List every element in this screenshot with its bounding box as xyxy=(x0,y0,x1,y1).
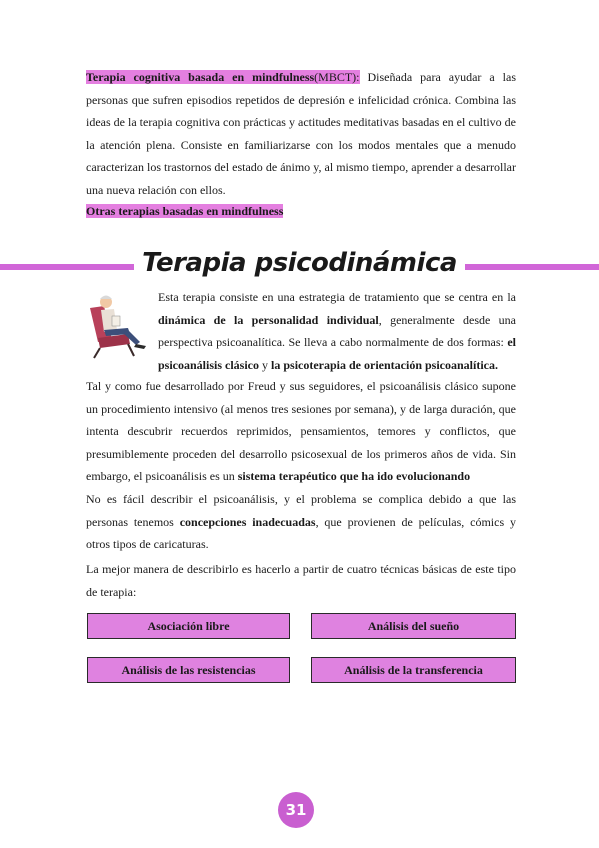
misconceptions-text-2: , que provienen de películas, cómics y otros tipos de caricaturas. xyxy=(86,514,516,551)
intro-paragraph xyxy=(158,286,516,376)
page-number: 31 xyxy=(278,792,314,828)
techniques-intro-paragraph xyxy=(86,558,516,603)
transference-analysis-button[interactable]: Análisis de la transferencia xyxy=(311,657,516,683)
mbct-abbr[interactable]: (MBCT): xyxy=(314,70,360,84)
intro-bold-2: el psicoanálisis clásico xyxy=(158,335,516,372)
techniques-intro-text: La mejor manera de describirlo es hacerlo a partir de cuatro técnicas básicas de este tipo de terapia: xyxy=(86,562,516,599)
freud-paragraph xyxy=(86,375,516,488)
other-therapies-paragraph xyxy=(86,200,516,223)
free-association-button[interactable]: Asociación libre xyxy=(87,613,290,639)
freud-text: Tal y como fue desarrollado por Freud y sus seguidores, el psicoanálisis clásico supone un procedimiento intensivo (al menos tres sesiones por semana), y de larga duración, que intenta descubrir recuerdos reprimidos, pensamientos, temores y conflictos, que presumiblemente proceden del desarrollo psicosexual de los primeros años de vida. Sin embargo, el psicoanálisis es un xyxy=(86,379,516,483)
intro-bold-3: la psicoterapia de orientación psicoanalítica. xyxy=(271,357,499,372)
other-therapies-link[interactable]: Otras terapias basadas en mindfulness xyxy=(86,204,284,218)
mbct-paragraph xyxy=(86,66,516,201)
intro-text-3: y xyxy=(259,357,272,372)
mbct-term[interactable]: Terapia cognitiva basada en mindfulness xyxy=(86,70,315,84)
mbct-text: Diseñada para ayudar a las personas que sufren episodios repetidos de depresión e infelicidad crónica. Combina las ideas de la terapia cognitiva con prácticas y actitudes meditativas basadas en el cultivo de la atención plena. Consiste en familiarizarse con los modos mentales que a menudo caracterizan los trastornos del estado de ánimo y, al mismo tiempo, aprender a desarrollar una nueva relación con ellos. xyxy=(86,70,516,197)
misconceptions-paragraph xyxy=(86,488,516,556)
intro-text-1: Esta terapia consiste en una estrategia de tratamiento que se centra en la xyxy=(158,290,516,304)
resistance-analysis-button[interactable]: Análisis de las resistencias xyxy=(87,657,290,683)
section-title-text: Terapia psicodinámica xyxy=(134,248,465,278)
freud-bold: sistema terapéutico que ha ido evolucionando xyxy=(237,469,471,483)
dream-analysis-button[interactable]: Análisis del sueño xyxy=(311,613,516,639)
intro-text-2: , generalmente desde una perspectiva psicoanalítica. Se lleva a cabo normalmente de dos formas: xyxy=(158,312,517,349)
intro-bold-1: dinámica de la personalidad individual xyxy=(158,312,379,327)
therapist-chair-illustration xyxy=(84,290,150,360)
section-title xyxy=(0,248,599,278)
misconceptions-text-1: No es fácil describir el psicoanálisis, y el problema se complica debido a que las personas tenemos xyxy=(86,492,516,529)
misconceptions-bold: concepciones inadecuadas xyxy=(179,514,316,529)
